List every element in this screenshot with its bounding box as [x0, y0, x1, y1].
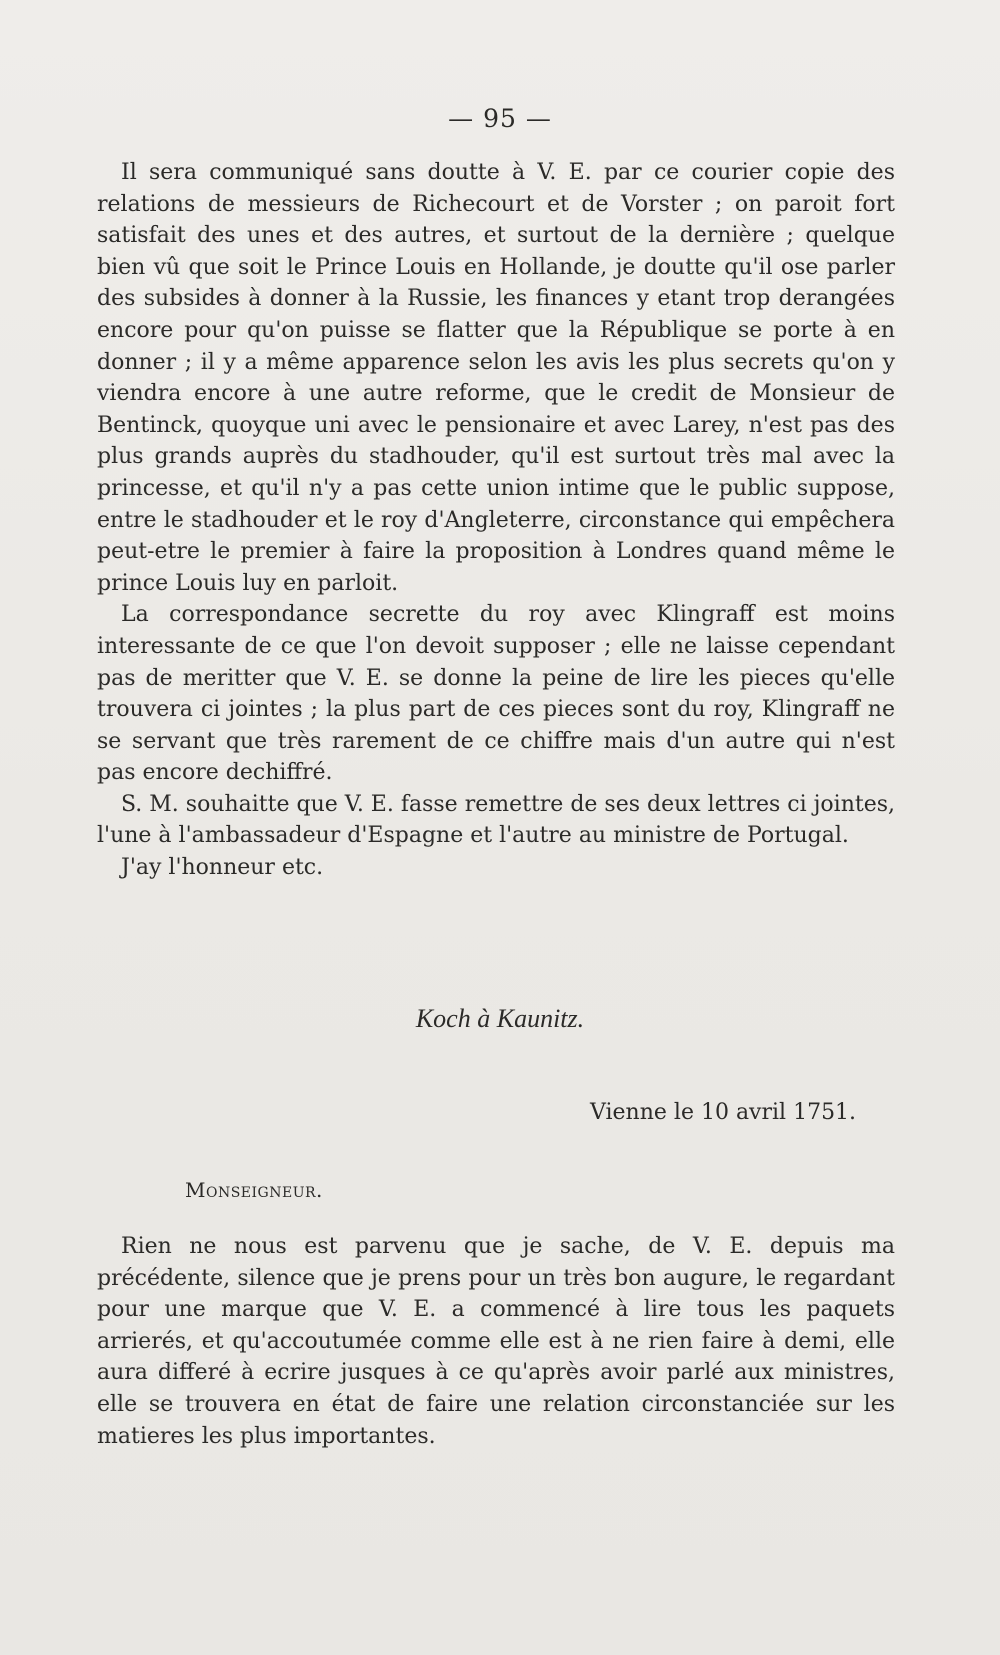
paragraph: La correspondance secrette du roy avec Klingraff est moins interessante de ce que l'on devoit supposer ; elle ne laisse cependant pas de meritter que V. E. se donne la peine de lire les pieces qu'elle trouvera ci jointes ; la plus part de ces pieces sont du roy, Klingraff ne se servant que très rarement de ce chiffre mais d'un autre qui n'est pas encore dechiffré.: [97, 602, 895, 786]
letter-body: [97, 157, 895, 884]
letter-body: [97, 1231, 895, 1452]
paragraph: S. M. souhaitte que V. E. fasse remettre de ses deux lettres ci jointes, l'une à l'ambassadeur d'Espagne et l'autre au ministre de Portugal.: [97, 791, 896, 849]
letter-heading: Koch à Kaunitz.: [415, 1004, 585, 1033]
page-number: — 95 —: [448, 104, 552, 133]
paragraph: Il sera communiqué sans doutte à V. E. par ce courier copie des relations de messieurs de Richecourt et de Vorster ; on paroit fort satisfait des unes et des autres, et surtout de la dernière ; quelque bien vû que soit le Prince Louis en Hollande, je doutte qu'il ose parler des subsides à donner à la Russie, les finances y etant trop derangées encore pour qu'on puisse se flatter que la République se porte à en donner ; il y a même apparence selon les avis les plus secrets qu'on y viendra encore à une autre reforme, que le credit de Monsieur de Bentinck, quoyque uni avec le pensionaire et avec Larey, n'est pas des plus grands auprès du stadhouder, qu'il est surtout très mal avec la princesse, et qu'il n'y a pas cette union intime que le public suppose, entre le stadhouder et le roy d'Angleterre, circonstance qui empêchera peut-etre le premier à faire la proposition à Londres quand même le prince Louis luy en parloit.: [97, 160, 895, 596]
closing-formula: J'ay l'honneur etc.: [121, 855, 324, 881]
paragraph: Rien ne nous est parvenu que je sache, de V. E. depuis ma précédente, silence que je prens pour un très bon augure, le regardant pour une marque que V. E. a commencé à lire tous les paquets arrierés, et qu'accoutumée comme elle est à ne rien faire à demi, elle aura differé à ecrire jusques à ce qu'après avoir parlé aux ministres, elle se trouvera en état de faire une relation circonstanciée sur les matieres les plus importantes.: [97, 1234, 895, 1449]
dateline: Vienne le 10 avril 1751.: [590, 1100, 857, 1125]
salutation: Monseigneur.: [185, 1178, 323, 1202]
